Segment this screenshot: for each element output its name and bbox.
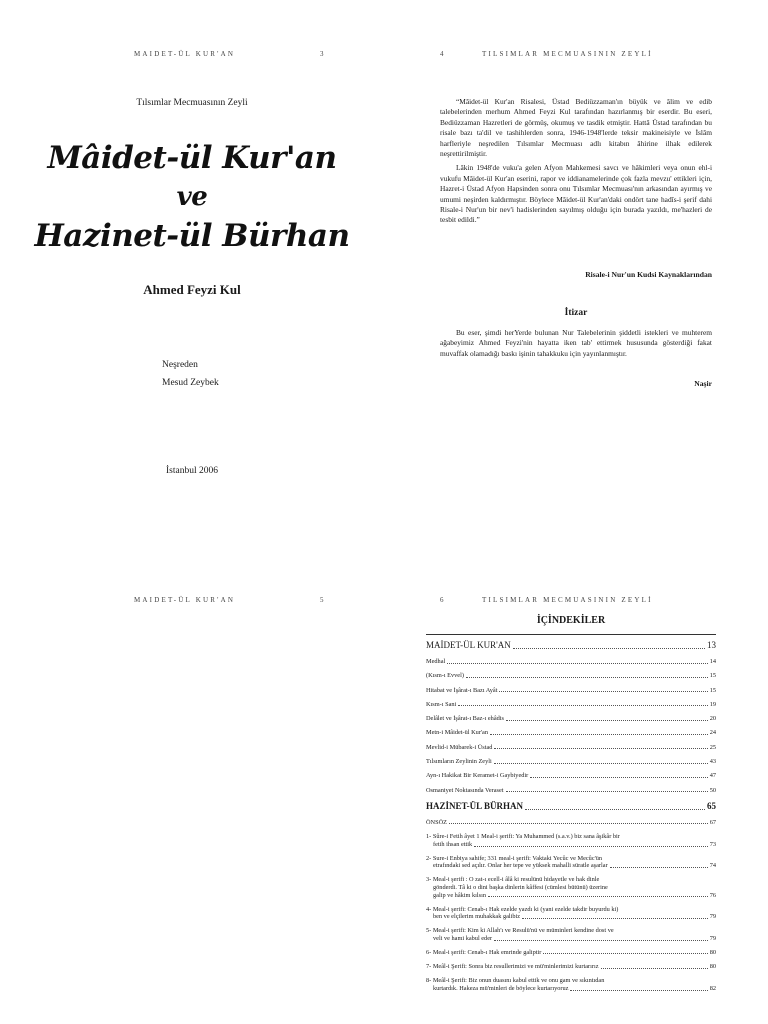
- book-subtitle: Tılsımlar Mecmuasının Zeyli: [136, 98, 248, 108]
- preface-text: [440, 97, 712, 226]
- toc-entry-label: Delâlet ve İşârat-ı Baz-ı ehâdis: [426, 715, 504, 723]
- toc-section-maidet: [426, 640, 716, 651]
- toc-entry-page: 20: [709, 715, 716, 723]
- toc-entry-page: 15: [709, 686, 716, 694]
- toc-entry-page: 47: [709, 772, 716, 780]
- toc-entry-label: Kısm-ı Sani: [426, 700, 457, 708]
- toc-entry-page: 43: [709, 757, 716, 765]
- toc-entry-page: 25: [709, 743, 716, 751]
- toc-entry-page: 50: [709, 786, 716, 794]
- toc-entry-label: 6- Meal-i şerifi: Cenab-ı Hak emrinde galiptir: [426, 948, 542, 956]
- publisher-label: Neşreden: [162, 360, 198, 370]
- toc-entry-multiline: [426, 855, 716, 870]
- toc-entry-label: fetih ihsan ettik: [433, 840, 473, 848]
- book-title-line-2: ve: [176, 182, 208, 212]
- page-4: [384, 0, 768, 512]
- toc-leader-dots: [513, 648, 705, 649]
- toc-entry-multiline: [426, 876, 716, 899]
- toc-entry-line: 2- Sure-i Enbiya sahife; 331 meal-i şerifi: Vaktaki Yecûc ve Mecûc'ün: [426, 854, 603, 862]
- toc-leader-dots: [499, 691, 707, 692]
- toc-entry-label: MAİDET-ÜL KUR'AN: [426, 640, 511, 650]
- toc-entry-page: 79: [709, 913, 716, 921]
- toc-entry-line: 8- Meâl-i Şerifi: Biz onun duasını kabul ettik ve onu gam ve sıkıntıdan: [426, 977, 605, 985]
- book-title-line-1: Mâidet-ül Kur'an: [47, 140, 337, 176]
- toc-entry-page: 79: [709, 934, 716, 942]
- running-head: MAIDET-ÜL KUR'AN: [134, 50, 236, 58]
- toc-leader-dots: [522, 918, 708, 919]
- toc-entry-page: 80: [709, 948, 716, 956]
- toc-leader-dots: [543, 953, 707, 954]
- page-number: 4: [440, 50, 444, 58]
- toc-leader-dots: [488, 896, 708, 897]
- toc-entry: [426, 963, 716, 971]
- toc-entry-page: 14: [709, 658, 716, 665]
- toc-entry-label: galip ve hâkim kılsın: [433, 891, 486, 899]
- toc-entry-line: gönderdi. Tâ ki o dini başka dinlerin kâffesi (cümlesi bütünü) üzerine: [433, 883, 608, 891]
- publisher-signature: Naşir: [694, 379, 712, 388]
- running-head: MAIDET-ÜL KUR'AN: [134, 596, 236, 604]
- toc-entry: [426, 758, 716, 766]
- toc-entry-label: Ayn-ı Hakikat Bir Keramet-i Gaybiyedir: [426, 772, 529, 780]
- toc-entry-onsoz: [426, 819, 716, 827]
- toc-entry: [426, 772, 716, 780]
- toc-entry-line: 4- Meal-i şerifi: Cenab-ı Hak ezelde yazdı ki (yani ezelde takdir buyurdu ki): [426, 905, 619, 913]
- toc-entry-page: 65: [707, 800, 716, 811]
- toc-entry-label: etrafındaki sed açılır. Onlar her tepe ve yüksek mahalli süratle aşarlar: [433, 862, 608, 870]
- toc-entry-label: ben ve elçilerim muhakkak galibiz: [433, 913, 521, 921]
- toc-entry: [426, 787, 716, 795]
- toc-leader-dots: [570, 990, 707, 991]
- toc-leader-dots: [506, 720, 708, 721]
- author-name: Ahmed Feyzi Kul: [143, 282, 241, 297]
- toc-leader-dots: [601, 968, 708, 969]
- toc-divider: [426, 634, 716, 635]
- toc-entry-label: Medhal: [426, 658, 446, 665]
- toc-entry: [426, 701, 716, 709]
- running-head: TILSIMLAR MECMUASININ ZEYLİ: [482, 50, 653, 58]
- itizar-heading: İtizar: [564, 308, 588, 318]
- toc-leader-dots: [610, 867, 708, 868]
- running-head: TILSIMLAR MECMUASININ ZEYLİ: [482, 596, 653, 604]
- preface-paragraph-1: “Mâidet-ül Kur'an Risalesi, Üstad Bediüzzaman'ın büyük ve âlim ve edib talebelerinden merhum Ahmed Feyzi Kul tarafından hazırlanmış bir eserdir. Bu eseri, Bediüzzaman Hazretleri de görmüş, okumuş ve tasdik etmiştir. Hattâ Üstad tarafından bu risale bazı ta'dil ve tashihlerden sonra, 1946-1948'lerde teksir makineisiyle ve İslâm harfleriyle neşredilen Tılsımlar Mecmuası adlı kitabın âhirine ilhak edilerek neşrettirilmiştir.: [440, 97, 712, 159]
- toc-entry-page: 82: [709, 985, 716, 993]
- toc-entry-page: 13: [707, 640, 716, 650]
- toc-leader-dots: [447, 663, 707, 664]
- table-of-contents: [426, 640, 716, 999]
- toc-entry-label: Mevlid-i Mübarek-i Üstad: [426, 743, 493, 751]
- toc-entry-page: 80: [709, 963, 716, 971]
- toc-leader-dots: [525, 809, 705, 810]
- page-5: [0, 512, 384, 1024]
- toc-leader-dots: [506, 791, 708, 792]
- toc-entry-page: 67: [709, 818, 716, 826]
- toc-section-hazinet: [426, 801, 716, 812]
- toc-leader-dots: [530, 777, 707, 778]
- toc-entry-label: veli ve hami kabul eder: [433, 934, 493, 942]
- toc-leader-dots: [449, 823, 708, 824]
- book-title-line-3: Hazinet-ül Bürhan: [34, 218, 350, 254]
- toc-entry-page: 19: [709, 700, 716, 708]
- toc-entry-line: [426, 935, 716, 943]
- toc-entry-line: [426, 985, 716, 993]
- toc-entry: [426, 949, 716, 957]
- toc-leader-dots: [494, 748, 707, 749]
- toc-leader-dots: [466, 677, 708, 678]
- page-number: 6: [440, 596, 444, 604]
- toc-entry-multiline: [426, 927, 716, 942]
- toc-entry: [426, 687, 716, 695]
- page-number: 3: [320, 50, 324, 58]
- toc-entry-label: HAZİNET-ÜL BÜRHAN: [426, 800, 523, 811]
- toc-entry: [426, 715, 716, 723]
- publisher-name: Mesud Zeybek: [162, 378, 219, 388]
- toc-leader-dots: [458, 705, 707, 706]
- toc-entry-line: 3- Meal-i şerifi : O zat-ı ecell-i âlâ ki resulünü hidayetle ve hak dinle: [426, 876, 600, 884]
- toc-entry-label: (Kısm-ı Evvel): [426, 672, 464, 680]
- toc-entry-line: [426, 892, 716, 900]
- toc-entry-page: 76: [709, 891, 716, 899]
- toc-entry-label: Metn-i Mâidet-ül Kur'an: [426, 729, 488, 737]
- toc-entry-label: Tılsımların Zeylinin Zeyli: [426, 757, 492, 765]
- toc-entry-line: [426, 862, 716, 870]
- toc-entry-line: [426, 913, 716, 921]
- toc-entry-multiline: [426, 977, 716, 992]
- preface-source: Risale-i Nur'un Kudsi Kaynaklarından: [585, 270, 712, 279]
- toc-entry-label: kurtardık. Hakeza mü'minleri de böylece kurtarıyoruz: [433, 985, 569, 993]
- toc-entry-page: 24: [709, 729, 716, 737]
- toc-entry-line: 1- Sûre-i Fetih âyet 1 Meal-i şerifi: Ya Muhammed (s.a.v.) biz sana âşikâr bir: [426, 833, 620, 841]
- toc-title: İÇİNDEKİLER: [536, 615, 606, 626]
- page-6: [384, 512, 768, 1024]
- toc-leader-dots: [494, 940, 708, 941]
- toc-entry-label: Hitabat ve İşârat-ı Bazı Ayât: [426, 686, 498, 694]
- toc-entry-label: Osmaniyet Noktasında Veraset: [426, 786, 504, 794]
- toc-leader-dots: [474, 846, 708, 847]
- toc-entry: [426, 658, 716, 666]
- toc-entry-line: 5- Meal-i şerifi: Kim ki Allah'ı ve Resulü'nü ve müminleri kendine dost ve: [426, 927, 614, 935]
- toc-entry-line: [426, 841, 716, 849]
- toc-entry-page: 74: [709, 862, 716, 870]
- itizar-text-block: [440, 328, 712, 359]
- toc-entry-label: ÖNSÖZ: [426, 818, 447, 826]
- city-year: İstanbul 2006: [166, 466, 218, 476]
- toc-leader-dots: [490, 734, 708, 735]
- toc-entry: [426, 729, 716, 737]
- preface-paragraph-2: Lâkin 1948'de vuku'a gelen Afyon Mahkemesi savcı ve hâkimleri veya onun ehl-i vukufu Mâidet-ül Kur'an eserini, rapor ve iddianamelerinde çok fazla mevzu' ettikleri için, Hazret-i Üstad Afyon Hapsinden sonra onu Tılsımlar Mecmuası'nın arkasından ayırmış ve umumi neşirden kaldırmıştır. Böylece Mâidet-ül Kur'an'daki ondört tane hadîs-i şerif dahi Risale-i Nur'un bir nev'i hadislerinden sayılmış olduğu için burada yazıldı, me'hazleri de tesbit edildi.”: [440, 163, 712, 225]
- toc-entry-page: 15: [709, 672, 716, 680]
- itizar-text: Bu eser, şimdi herYerde bulunan Nur Talebelerinin şiddetli istekleri ve muhterem ağabeyimiz Ahmed Feyzi'nin hayatta iken tab' ettirmek hususunda gösterdiği fakat muvaffak olamadığı baskı işinin tahakkuku için yayınlanmıştır.: [440, 328, 712, 358]
- toc-entry-page: 73: [709, 840, 716, 848]
- page-3: [0, 0, 384, 512]
- toc-entry-multiline: [426, 833, 716, 848]
- toc-leader-dots: [494, 763, 708, 764]
- toc-entry-label: 7- Meâl-i Şerifi: Sonra biz resullerimizi ve mü'minlerimizi kurtarırız: [426, 963, 599, 971]
- toc-entry: [426, 672, 716, 680]
- toc-entry-multiline: [426, 906, 716, 921]
- toc-entry: [426, 744, 716, 752]
- page-number: 5: [320, 596, 324, 604]
